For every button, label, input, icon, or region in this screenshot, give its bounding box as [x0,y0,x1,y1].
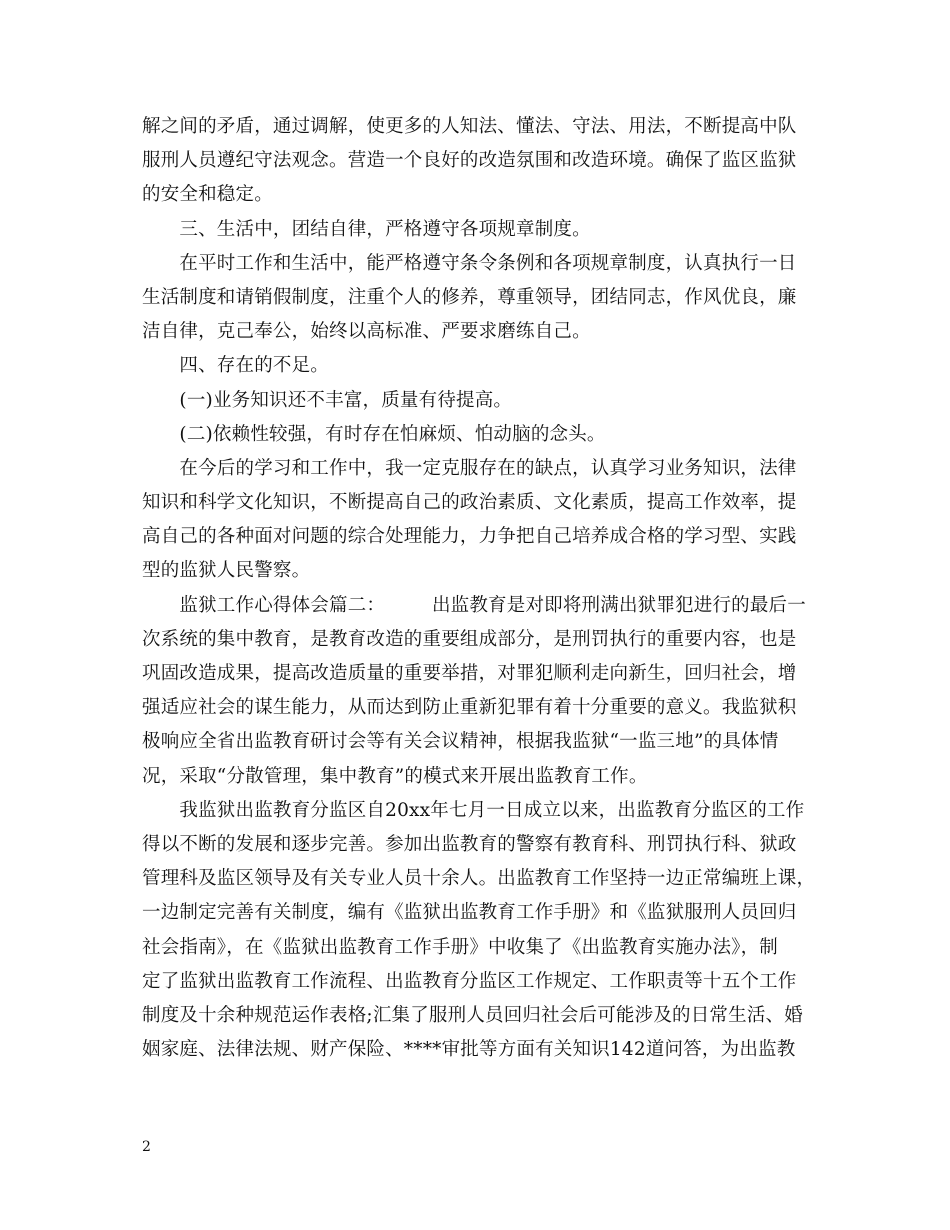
text-line: 定了监狱出监教育工作流程、出监教育分监区工作规定、工作职责等十五个工作 [142,970,797,992]
text-line: 的安全和稳定。 [142,184,273,206]
text-line: 服刑人员遵纪守法观念。营造一个良好的改造氛围和改造环境。确保了监区监狱 [142,150,797,172]
text-line: 制度及十余种规范运作表格;汇集了服刑人员回归社会后可能涉及的日常生活、婚 [142,1004,803,1026]
text-line: 在平时工作和生活中，能严格遵守条令条例和各项规章制度，认真执行一日 [142,252,797,274]
text-line: 极响应全省出监教育研讨会等有关会议精神，根据我监狱“一监三地”的具体情 [142,731,779,753]
text-line: 生活制度和请销假制度，注重个人的修养，尊重领导，团结同志，作风优良，廉 [142,286,797,308]
text-line: 解之间的矛盾，通过调解，使更多的人知法、懂法、守法、用法，不断提高中队 [142,116,797,137]
list-item: (一)业务知识还不丰富，质量有待提高。 [142,389,513,411]
text-line: 管理科及监区领导及有关专业人员十余人。出监教育工作坚持一边正常编班上课， [142,868,816,890]
text-line: 知识和科学文化知识，不断提高自己的政治素质、文化素质，提高工作效率，提 [142,492,797,514]
text-line: 型的监狱人民警察。 [142,560,311,582]
text-line: 巩固改造成果，提高改造质量的重要举措，对罪犯顺利走向新生，回归社会，增 [142,663,797,684]
text-line: 在今后的学习和工作中，我一定克服存在的缺点，认真学习业务知识，法律 [142,457,797,479]
document-body [142,110,822,1067]
text-line: 监狱工作心得体会篇二： 出监教育是对即将刑满出狱罪犯进行的最后一 [142,594,806,616]
text-line: 高自己的各种面对问题的综合处理能力，力争把自己培养成合格的学习型、实践 [142,526,797,548]
section-heading: 三、生活中，团结自律，严格遵守各项规章制度。 [142,218,591,240]
text-line: 得以不断的发展和逐步完善。参加出监教育的警察有教育科、刑罚执行科、狱政 [142,833,797,855]
text-line: 强适应社会的谋生能力，从而达到防止重新犯罪有着十分重要的意义。我监狱积 [142,697,797,719]
text-line: 我监狱出监教育分监区自20xx年七月一日成立以来，出监教育分监区的工作 [142,799,805,821]
page-number: 2 [142,1139,151,1155]
text-line: 洁自律，克己奉公，始终以高标准、严要求磨练自己。 [142,321,591,343]
section-heading: 四、存在的不足。 [142,355,330,377]
text-line: 一边制定完善有关制度，编有《监狱出监教育工作手册》和《监狱服刑人员回归 [142,902,797,924]
text-line: 况，采取“分散管理，集中教育”的模式来开展出监教育工作。 [142,765,648,787]
text-line: 姻家庭、法律法规、财产保险、****审批等方面有关知识142道问答，为出监教 [142,1039,796,1061]
list-item: (二)依赖性较强，有时存在怕麻烦、怕动脑的念头。 [142,423,606,445]
text-line: 次系统的集中教育，是教育改造的重要组成部分，是刑罚执行的重要内容，也是 [142,628,797,650]
text-line: 社会指南》，在《监狱出监教育工作手册》中收集了《出监教育实施办法》，制 [142,936,779,958]
